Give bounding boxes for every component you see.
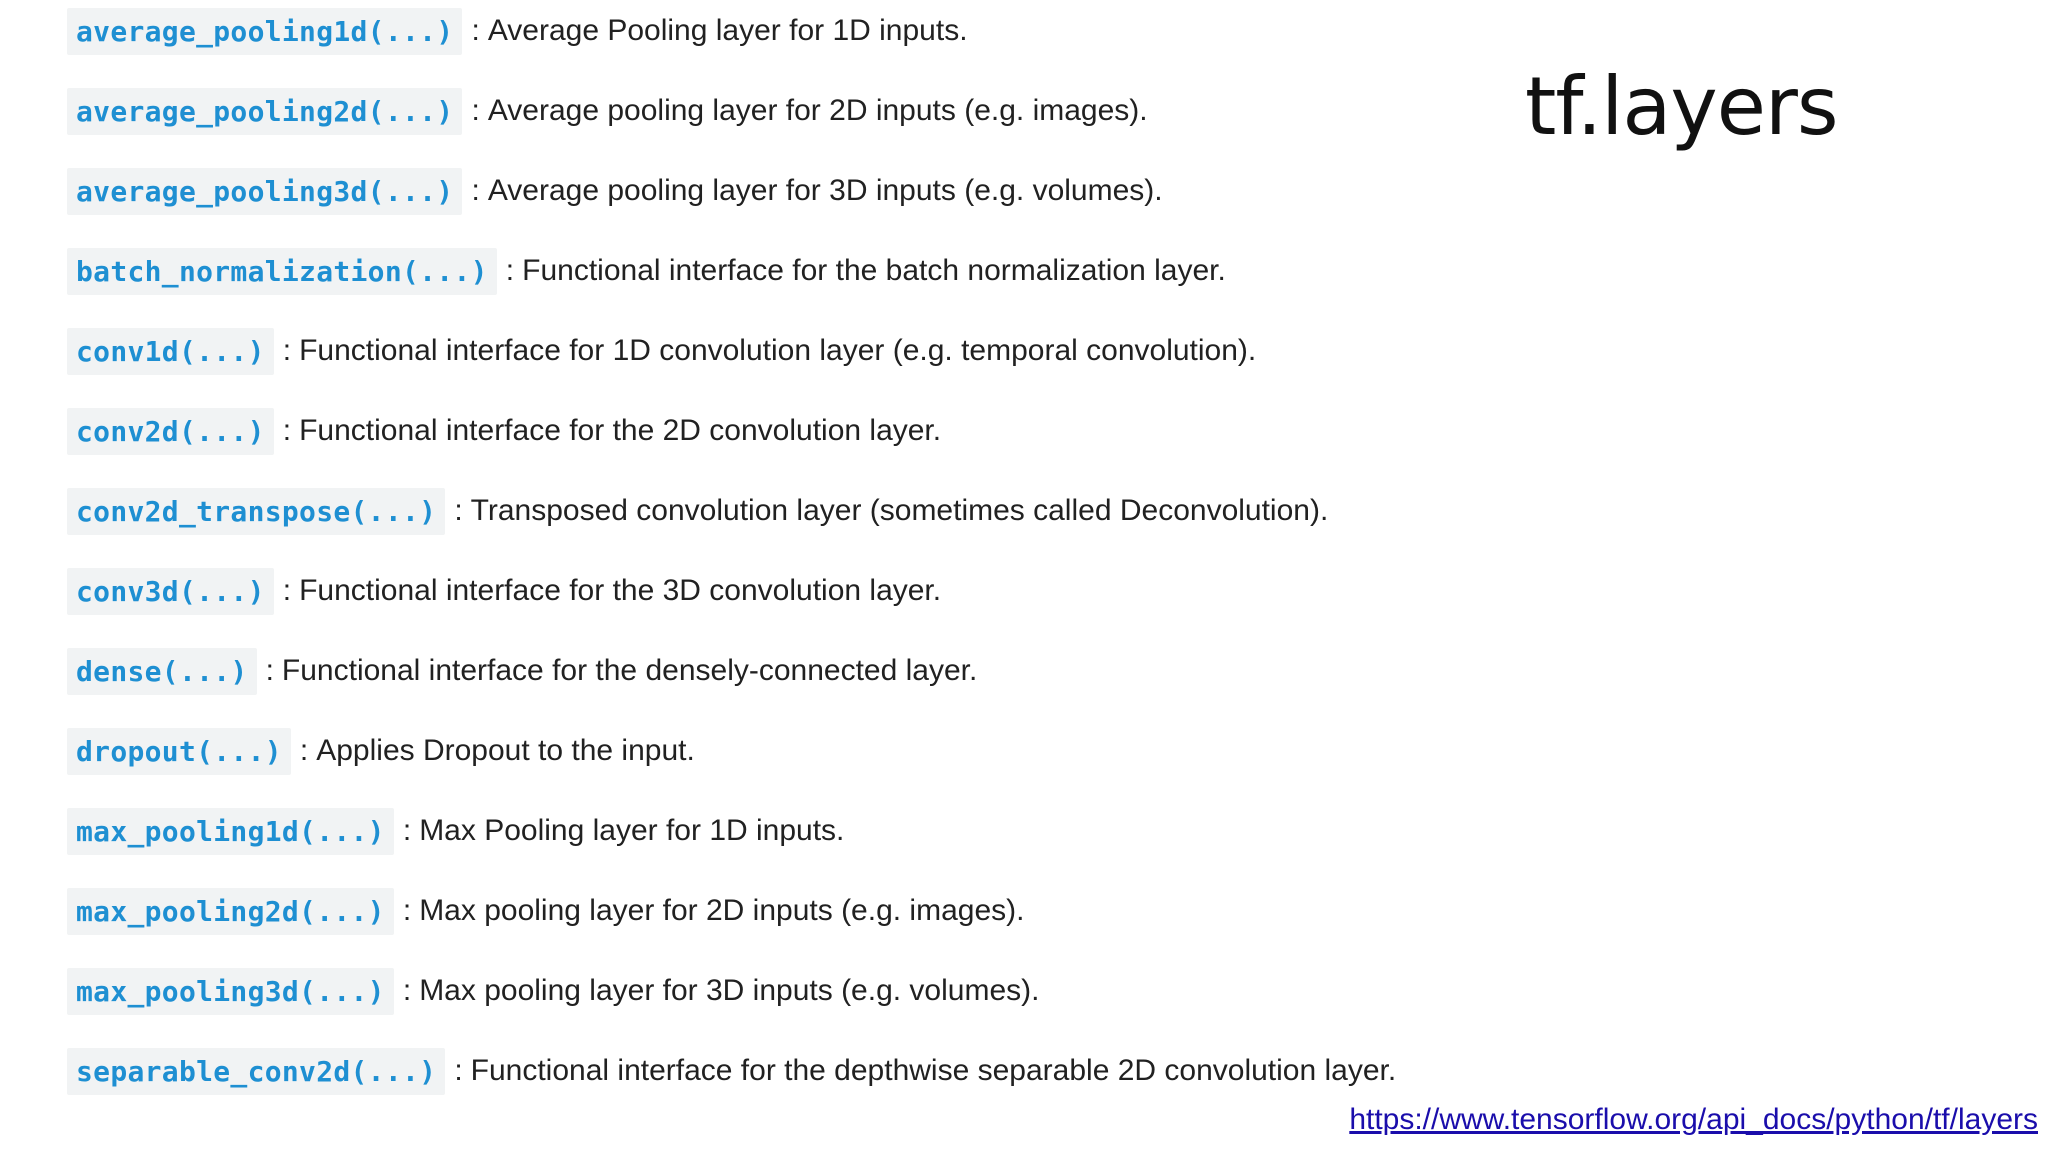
separator: :: [471, 94, 480, 127]
list-item-conv3d: [67, 565, 941, 617]
list-item-max-pooling2d: [67, 885, 1024, 937]
function-description: Average pooling layer for 3D inputs (e.g. volumes).: [487, 174, 1163, 207]
function-description: Functional interface for the batch normalization layer.: [522, 254, 1226, 287]
function-link[interactable]: batch_normalization(...): [67, 248, 497, 295]
function-link[interactable]: max_pooling3d(...): [67, 968, 394, 1015]
function-description: Average Pooling layer for 1D inputs.: [487, 14, 968, 47]
list-item-dense: [67, 645, 977, 697]
list-item-batch-normalization: [67, 245, 1226, 297]
list-item-conv1d: [67, 325, 1256, 377]
page-title: tf.layers: [1525, 60, 1838, 153]
function-link[interactable]: average_pooling1d(...): [67, 8, 462, 55]
separator: :: [471, 14, 480, 47]
function-link[interactable]: conv1d(...): [67, 328, 274, 375]
function-link[interactable]: average_pooling2d(...): [67, 88, 462, 135]
function-link[interactable]: max_pooling1d(...): [67, 808, 394, 855]
separator: :: [402, 894, 412, 927]
separator: :: [454, 1054, 463, 1087]
list-item-conv2d: [67, 405, 941, 457]
function-description: Functional interface for the 2D convolution layer.: [299, 414, 942, 447]
function-description: Max pooling layer for 2D inputs (e.g. images).: [419, 894, 1025, 927]
separator: :: [402, 814, 412, 847]
function-description: Functional interface for the depthwise separable 2D convolution layer.: [470, 1054, 1397, 1087]
list-item-separable-conv2d: [67, 1045, 1396, 1097]
function-description: Functional interface for the 3D convolution layer.: [299, 574, 942, 607]
function-link[interactable]: dense(...): [67, 648, 257, 695]
function-description: Functional interface for the densely-connected layer.: [281, 654, 978, 687]
function-link[interactable]: conv3d(...): [67, 568, 274, 615]
list-item-conv2d-transpose: [67, 485, 1328, 537]
separator: :: [282, 414, 292, 447]
function-link[interactable]: max_pooling2d(...): [67, 888, 394, 935]
function-link[interactable]: conv2d_transpose(...): [67, 488, 445, 535]
function-link[interactable]: dropout(...): [67, 728, 291, 775]
list-item-average-pooling2d: [67, 85, 1148, 137]
list-item-dropout: [67, 725, 695, 777]
separator: :: [265, 654, 274, 687]
separator: :: [471, 174, 480, 207]
separator: :: [282, 334, 292, 367]
separator: :: [454, 494, 463, 527]
separator: :: [282, 574, 292, 607]
function-description: Max pooling layer for 3D inputs (e.g. volumes).: [419, 974, 1040, 1007]
function-description: Max Pooling layer for 1D inputs.: [419, 814, 845, 847]
function-link[interactable]: separable_conv2d(...): [67, 1048, 445, 1095]
list-item-max-pooling3d: [67, 965, 1039, 1017]
function-link[interactable]: conv2d(...): [67, 408, 274, 455]
function-description: Transposed convolution layer (sometimes called Deconvolution).: [470, 494, 1329, 527]
function-description: Average pooling layer for 2D inputs (e.g. images).: [487, 94, 1148, 127]
list-item-average-pooling3d: [67, 165, 1163, 217]
documentation-link[interactable]: https://www.tensorflow.org/api_docs/python/tf/layers: [1349, 1103, 2038, 1136]
separator: :: [505, 254, 515, 287]
list-item-max-pooling1d: [67, 805, 844, 857]
function-link[interactable]: average_pooling3d(...): [67, 168, 462, 215]
list-item-average-pooling1d: [67, 5, 968, 57]
separator: :: [402, 974, 412, 1007]
function-description: Applies Dropout to the input.: [316, 734, 695, 767]
separator: :: [299, 734, 309, 767]
function-description: Functional interface for 1D convolution layer (e.g. temporal convolution).: [299, 334, 1257, 367]
